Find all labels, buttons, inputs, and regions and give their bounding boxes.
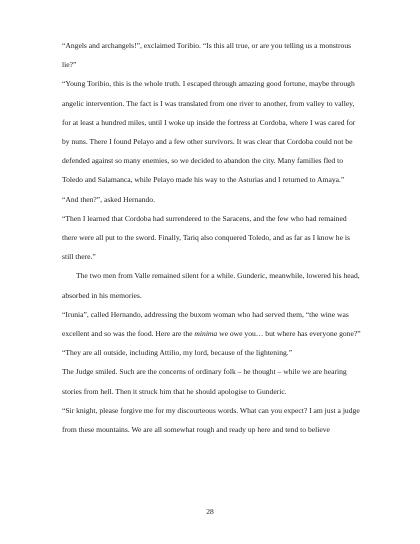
- paragraph: “Angels and archangels!”, exclaimed Toribio. “Is this all true, or are you telling us a monstrous lie?”: [62, 41, 352, 70]
- body-text: [62, 36, 362, 439]
- italic-word: minima: [194, 329, 218, 339]
- paragraph: “They are all outside, including Attilio, my lord, because of the lightening.”: [62, 348, 293, 358]
- paragraph-text: “Irunia”, called Hernando, addressing the buxom woman who had served them, “the wine was excellent and so was the food. Here are the: [62, 309, 349, 339]
- page-number: 28: [206, 507, 214, 516]
- paragraph: “And then?”, asked Hernando.: [62, 194, 155, 204]
- paragraph: The Judge smiled. Such are the concerns of ordinary folk – he thought – while we are hearing stories from hell. Then it struck him that he should apologise to Gunderic.: [62, 367, 347, 396]
- paragraph: “Then I learned that Cordoba had surrendered to the Saracens, and the few who had remained there were all put to the sword. Finally, Tariq also conquered Toledo, and as far as I know he is still there.”: [62, 213, 350, 262]
- paragraph-text: we owe you… but where has everyone gone?”: [217, 329, 361, 339]
- paragraph: The two men from Valle remained silent for a while. Gunderic, meanwhile, lowered his head, absorbed in his memories.: [62, 271, 360, 300]
- paragraph: “Sir knight, please forgive me for my discourteous words. What can you expect? I am just a judge from these mountains. We are all somewhat rough and ready up here and tend to believe: [62, 405, 360, 435]
- paragraph: “Young Toribio, this is the whole truth. I escaped through amazing good fortune, maybe through angelic intervention. The fact is I was translated from one river to another, from valley to valley, for at least a hundred miles, until I woke up inside the fortress at Cordoba, where I was cared for by nuns. There I found Pelayo and a few other survivors. It was clear that Cordoba could not be defended against so many enemies, so we decided to abandon the city. Many families fled to Toledo and Salamanca, while Pelayo made his way to the Asturias and I returned to Amaya.”: [62, 79, 356, 185]
- paragraph: [62, 305, 362, 343]
